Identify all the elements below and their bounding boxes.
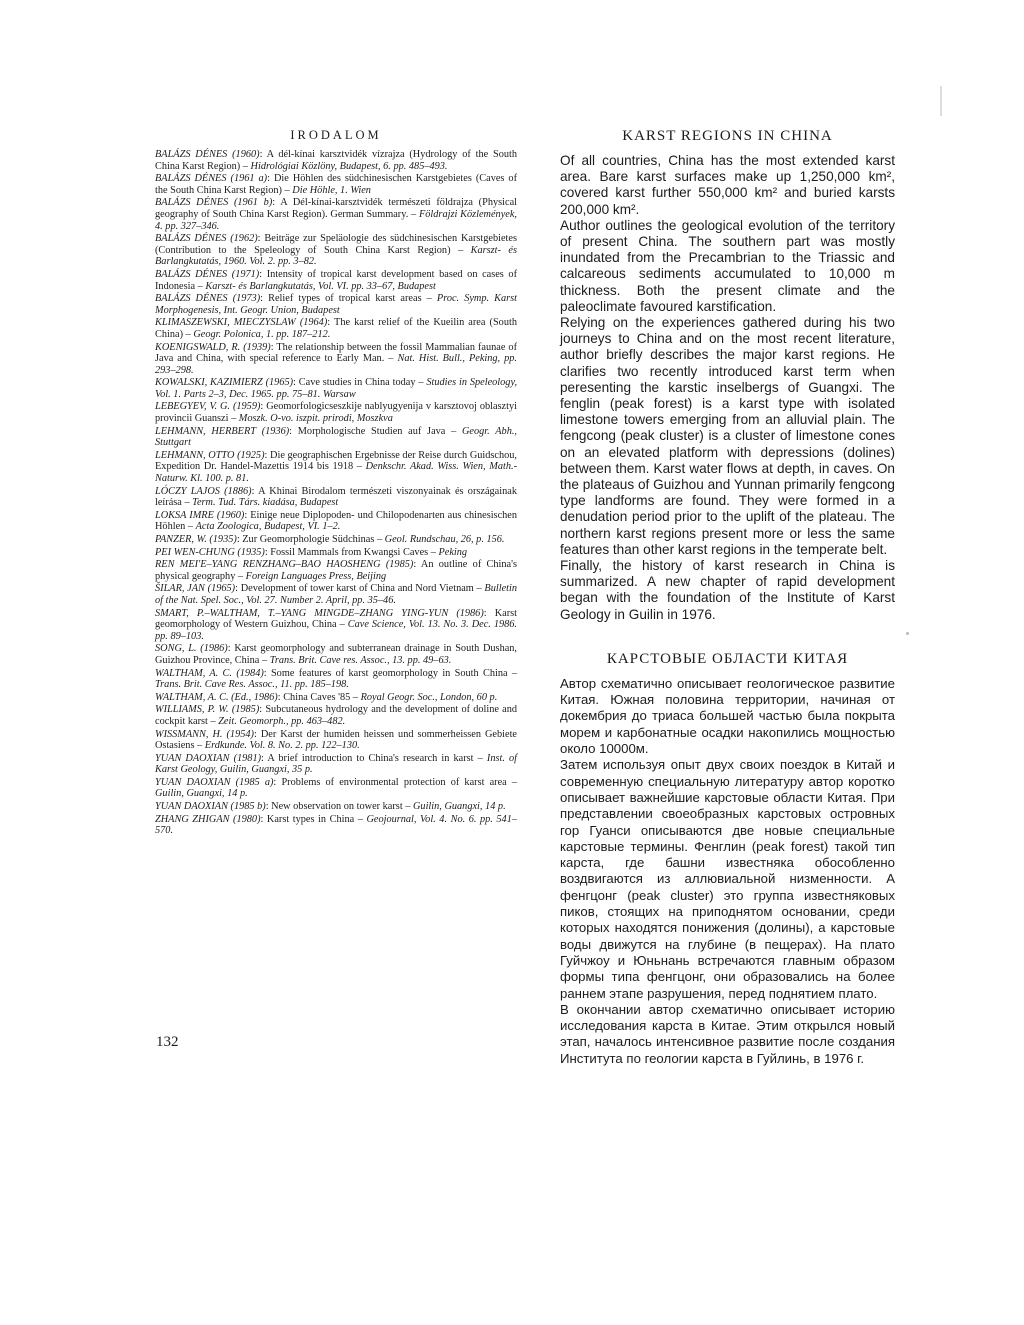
reference-year: (1986) bbox=[456, 607, 484, 619]
reference-title: Karst types in China – bbox=[266, 813, 363, 825]
reference-source: Denkschr. Akad. Wiss. Wien, Math.-Naturw. Kl. 100. p. 81. bbox=[155, 461, 517, 485]
reference-source: Guilin, Guangxi, 14 p. bbox=[412, 801, 506, 813]
reference-year: (Ed., 1986) bbox=[231, 691, 278, 703]
reference-year: (1980) bbox=[233, 813, 261, 825]
reference-year: (1954) bbox=[226, 728, 254, 740]
reference-source: Royal Geogr. Soc., London, 60 p. bbox=[360, 691, 498, 703]
reference-source: Erdkunde. Vol. 8. No. 2. pp. 122–130. bbox=[204, 740, 360, 752]
reference-entry: ŠILAR, JAN (1965): Development of tower karst of China and Nord Vietnam – Bulletin of the Nat. Spel. Soc., Vol. 27. Number 2. April, pp. 35–46. bbox=[155, 583, 518, 606]
reference-title: Zur Geomorphologie Südchinas – bbox=[242, 534, 383, 545]
reference-title: Problems of environmental protection of karst area – bbox=[281, 776, 518, 788]
reference-year: (1965) bbox=[207, 583, 236, 595]
reference-author: BALÁZS DÉNES bbox=[155, 197, 229, 209]
reference-title: Intensity of tropical karst development based on cases of Indonesia – bbox=[155, 268, 518, 292]
reference-source: Trans. Brit. Cave Res. Assoc., 11. pp. 185–198. bbox=[155, 679, 349, 691]
reference-author: LEHMANN, HERBERT bbox=[155, 425, 256, 437]
reference-title: Beiträge zur Speläologie des südchinesischen Karstgebietes (Contribution to the Speleology of South China Karst Region) – bbox=[155, 233, 517, 256]
reference-author: ZHANG ZHIGAN bbox=[155, 813, 230, 825]
reference-title: The karst relief of the Kueilin area (South China) – bbox=[155, 317, 517, 340]
reference-entry: BALÁZS DÉNES (1961 b): A Dél-kínai-karsztvidék természeti földrajza (Physical geography of South China Karst Region). German Summary. – Földrajzi Közlemények, 4. pp. 327–346. bbox=[155, 197, 517, 232]
reference-author: KOENIGSWALD, R. bbox=[155, 341, 241, 353]
reference-entry: WISSMANN, H. (1954): Der Karst der humiden heissen und sommerheissen Gebiete Ostasiens – Erdkunde. Vol. 8. No. 2. pp. 122–130. bbox=[155, 728, 518, 752]
reference-author: KOWALSKI, KAZIMIERZ bbox=[155, 377, 263, 389]
russian-paragraph: В окончании автор схематично описывает историю исследования карста в Китае. Этим открылся новый этап, началось интенсивное развитие после создания Института по геологии карста в Гуйлинь, в 1976 г. bbox=[560, 1001, 895, 1066]
reference-year: (1935) bbox=[237, 546, 265, 558]
reference-year: (1986) bbox=[200, 643, 228, 655]
reference-title: Die geographischen Ergebnisse der Reise durch Guidschou, Expedition Dr. Handel-Mazettis 1914 bis 1918 – bbox=[155, 449, 518, 473]
reference-year: (1960) bbox=[232, 149, 260, 160]
reference-source: Bulletin of the Nat. Spel. Soc., Vol. 27. Number 2. April, pp. 35–46. bbox=[155, 583, 518, 606]
reference-source: Nat. Hist. Bull., Peking, pp. 293–298. bbox=[155, 353, 517, 376]
reference-author: LÓCZY LAJOS bbox=[155, 485, 220, 497]
reference-entry: REN MEI'E–YANG RENZHANG–BAO HAOSHENG (1985): An outline of China's physical geography – Foreign Languages Press, Beijing bbox=[155, 559, 517, 582]
reference-author: WILLIAMS, P. W. bbox=[155, 704, 229, 716]
reference-year: (1984) bbox=[236, 667, 264, 679]
reference-source: Foreign Languages Press, Beijing bbox=[245, 570, 387, 582]
reference-title: Subcutaneous hydrology and the development of doline and cockpit karst – bbox=[155, 704, 518, 727]
reference-year: (1939) bbox=[243, 341, 271, 353]
reference-entry: YUAN DAOXIAN (1985 b): New observation on tower karst – Guilin, Guangxi, 14 p. bbox=[155, 801, 506, 813]
reference-title: A dél-kínai karsztvidék vízrajza (Hydrology of the South China Karst Region) – bbox=[155, 149, 518, 172]
reference-year: (1961 a) bbox=[230, 173, 268, 185]
reference-year: (1936) bbox=[261, 425, 290, 437]
reference-author: SMART, P.–WALTHAM, T.–YANG MINGDE–ZHANG YING-YUN bbox=[155, 607, 449, 619]
reference-entry: LOKSA IMRE (1960): Einige neue Diplopoden- und Chilopodenarten aus chinesischen Höhlen – Acta Zoologica, Budapest, VI. 1–2. bbox=[155, 509, 518, 533]
reference-year: (1925) bbox=[237, 449, 265, 461]
reference-author: WISSMANN, H. bbox=[155, 728, 223, 740]
reference-source: Peking bbox=[438, 546, 468, 558]
reference-title: Karst geomorphology of Western Guizhou, China – bbox=[155, 607, 518, 631]
reference-title: Geomorfologicseszkije nablyugyenija v karsztovoj oblasztyi provincii Guanszi – bbox=[155, 401, 517, 425]
reference-year: (1962) bbox=[230, 233, 258, 245]
reference-entry: SMART, P.–WALTHAM, T.–YANG MINGDE–ZHANG YING-YUN (1986): Karst geomorphology of Western Guizhou, China – Cave Science, Vol. 13. No. 3. Dec. 1986. pp. 89–103. bbox=[155, 607, 518, 642]
reference-entry: BALÁZS DÉNES (1962): Beiträge zur Speläologie des südchinesischen Karstgebietes (Contribution to the Speleology of South China Karst Region) – Karszt- és Barlangkutatás, 1960. Vol. 2. pp. 3–82. bbox=[155, 233, 517, 268]
reference-author: PANZER, W. bbox=[155, 534, 207, 545]
reference-title: An outline of China's physical geography – bbox=[155, 559, 517, 582]
reference-source: Geojournal, Vol. 4. No. 6. pp. 541–570. bbox=[155, 813, 517, 837]
reference-author: WALTHAM, A. C. bbox=[155, 691, 229, 703]
reference-author: YUAN DAOXIAN bbox=[155, 752, 230, 764]
reference-title: Morphologische Studien auf Java – bbox=[297, 425, 457, 437]
reference-title: Karst geomorphology and subterranean drainage in South Dushan, Guizhou Province, China – bbox=[155, 643, 518, 666]
reference-author: LEHMANN, OTTO bbox=[155, 449, 235, 461]
reference-year: (1964) bbox=[299, 317, 328, 329]
reference-title: Relief types of tropical karst areas – bbox=[268, 293, 432, 305]
reference-source: Geogr. Abh., Stuttgart bbox=[155, 425, 517, 449]
reference-year: (1961 b) bbox=[233, 197, 273, 209]
reference-author: LOKSA IMRE bbox=[155, 509, 214, 521]
reference-entry: PEI WEN-CHUNG (1935): Fossil Mammals from Kwangsi Caves – Peking bbox=[155, 546, 468, 558]
reference-author: WALTHAM, A. C. bbox=[155, 667, 233, 679]
scan-speck bbox=[906, 632, 909, 635]
reference-list bbox=[155, 149, 517, 837]
reference-entry: KLIMASZEWSKI, MIECZYSLAW (1964): The karst relief of the Kueilin area (South China) – Geogr. Polonica, 1. pp. 187–212. bbox=[155, 317, 517, 340]
english-paragraph: Relying on the experiences gathered during his two journeys to China and on the most recent literature, author briefly describes the major karst regions. He clarifies two recently introduced karst term when peresenting the karstic inselbergs of Guangxi. The fenglin (peak forest) is a karst type with isolated limestone towers emerging from an alluvial plain. The fengcong (peak cluster) is a cluster of limestone cones on an elevated platform with depressions (dolines) between them. Karst water flows at depth, in caves. On the plateaus of Guizhou and Yunnan primarily fengcong type landforms are found. They were formed in a denudation period prior to the uplift of the plateau. The northern karst regions present more or less the same features than other karst regions in the temperate belt. bbox=[560, 315, 895, 557]
reference-year: (1973) bbox=[232, 293, 261, 305]
reference-entry: LEBEGYEV, V. G. (1959): Geomorfologicseszkije nablyugyenija v karsztovoj oblasztyi provincii Guanszi – Moszk. O-vo. iszpit. prirodi, Moszkva bbox=[155, 401, 517, 425]
reference-title: Some features of karst geomorphology in South China – bbox=[270, 667, 518, 679]
scan-edge-mark bbox=[940, 86, 942, 116]
reference-year: (1985) bbox=[385, 559, 414, 571]
page-number: 132 bbox=[156, 1034, 179, 1050]
reference-source: Term. Tud. Társ. kiadása, Budapest bbox=[192, 497, 339, 509]
reference-entry: ZHANG ZHIGAN (1980): Karst types in China – Geojournal, Vol. 4. No. 6. pp. 541–570. bbox=[155, 813, 517, 837]
reference-source: Hidrológiai Közlöny, Budapest, 6. pp. 485–493. bbox=[250, 160, 448, 172]
russian-summary-body bbox=[560, 676, 895, 1067]
reference-year: (1985 b) bbox=[230, 801, 266, 813]
reference-source: Trans. Brit. Cave res. Assoc., 13. pp. 49–63. bbox=[269, 654, 452, 666]
bibliography-heading: IRODALOM bbox=[290, 128, 382, 142]
reference-entry: BALÁZS DÉNES (1960): A dél-kínai karsztvidék vízrajza (Hydrology of the South China Karst Region) – Hidrológiai Közlöny, Budapest, 6. pp. 485–493. bbox=[155, 149, 518, 172]
reference-title: New observation on tower karst – bbox=[271, 801, 411, 813]
reference-year: (1971) bbox=[231, 268, 260, 280]
reference-title: A Dél-kínai-karsztvidék természeti földrajza (Physical geography of South China Karst Region). German Summary. – bbox=[155, 197, 517, 220]
reference-entry: BALÁZS DÉNES (1973): Relief types of tropical karst areas – Proc. Symp. Karst Morphogenesis, Int. Geogr. Union, Budapest bbox=[155, 293, 518, 316]
reference-entry: LÓCZY LAJOS (1886): A Khinai Birodalom természeti viszonyainak és országainak leírása – Term. Tud. Társ. kiadása, Budapest bbox=[155, 485, 517, 509]
reference-source: Inst. of Karst Geology, Guilin, Guangxi, 35 p. bbox=[155, 752, 518, 776]
reference-author: PEI WEN-CHUNG bbox=[155, 546, 235, 558]
reference-source: Studies in Speleology, Vol. 1. Parts 2–3, Dec. 1965. pp. 75–81. Warsaw bbox=[155, 377, 518, 400]
reference-year: (1959) bbox=[232, 401, 261, 413]
reference-source: Die Höhle, 1. Wien bbox=[292, 184, 371, 196]
reference-entry: WALTHAM, A. C. (1984): Some features of karst geomorphology in South China – Trans. Brit. Cave Res. Assoc., 11. pp. 185–198. bbox=[155, 667, 518, 691]
reference-source: Cave Science, Vol. 13. No. 3. Dec. 1986. pp. 89–103. bbox=[155, 619, 517, 642]
reference-source: Zeit. Geomorph., pp. 463–482. bbox=[218, 715, 346, 727]
reference-year: (1886) bbox=[224, 485, 252, 497]
reference-author: YUAN DAOXIAN bbox=[155, 776, 231, 788]
reference-author: YUAN DAOXIAN bbox=[155, 801, 228, 813]
russian-paragraph: Автор схематично описывает геологическое развитие Китая. Южная половина территории, начиная от докембрия до триаса большей частью была покрыта морем и карбонатные осадки накопились мощностью около 10000м. bbox=[560, 675, 895, 757]
reference-year: (1985 a) bbox=[235, 776, 274, 788]
reference-source: Moszk. O-vo. iszpit. prirodi, Moszkva bbox=[238, 413, 393, 425]
bibliography-column bbox=[155, 128, 517, 838]
russian-summary-title: КАРСТОВЫЕ ОБЛАСТИ КИТАЯ bbox=[606, 650, 849, 667]
reference-author: ŠILAR, JAN bbox=[155, 583, 205, 595]
reference-author: BALÁZS DÉNES bbox=[155, 149, 228, 160]
reference-year: (1981) bbox=[233, 752, 262, 764]
reference-author: SONG, L. bbox=[155, 643, 197, 655]
reference-year: (1935) bbox=[209, 534, 237, 545]
english-paragraph: Author outlines the geological evolution of the territory of present China. The southern part was mostly inundated from the Precambrian to the Triassic and calcareous sediments accumulated to 10,000 m thickness. Both the present climate and the paleoclimate favoured karstification. bbox=[560, 217, 895, 314]
reference-source: Karszt- és Barlangkutatás, Vol. VI. pp. 33–67, Budapest bbox=[205, 280, 436, 292]
reference-title: The relationship between the fossil Mammalian faunae of Java and China, with special reference to Early Man. – bbox=[155, 341, 518, 365]
reference-title: A Khinai Birodalom természeti viszonyainak és országainak leírása – bbox=[155, 485, 517, 509]
reference-author: KLIMASZEWSKI, MIECZYSLAW bbox=[155, 317, 296, 329]
english-paragraph: Finally, the history of karst research in China is summarized. A new chapter of rapid development began with the foundation of the Institute of Karst Geology in Guilin in 1976. bbox=[560, 558, 895, 622]
reference-source: Geogr. Polonica, 1. pp. 187–212. bbox=[193, 328, 331, 340]
reference-title: China Caves '85 – bbox=[283, 691, 358, 703]
reference-title: Die Höhlen des südchinesischen Karstgebietes (Caves of the South China Karst Region) – bbox=[155, 173, 518, 196]
reference-entry: WILLIAMS, P. W. (1985): Subcutaneous hydrology and the development of doline and cockpit karst – Zeit. Geomorph., pp. 463–482. bbox=[155, 704, 518, 727]
reference-source: Földrajzi Közlemények, 4. pp. 327–346. bbox=[155, 208, 517, 232]
reference-entry: LEHMANN, HERBERT (1936): Morphologische Studien auf Java – Geogr. Abh., Stuttgart bbox=[155, 425, 517, 449]
summary-column bbox=[560, 128, 895, 1067]
reference-entry: PANZER, W. (1935): Zur Geomorphologie Südchinas – Geol. Rundschau, 26, p. 156. bbox=[155, 534, 505, 545]
reference-entry: YUAN DAOXIAN (1981): A brief introduction to China's research in karst – Inst. of Karst Geology, Guilin, Guangxi, 35 p. bbox=[155, 752, 518, 776]
russian-paragraph: Затем используя опыт двух своих поездок в Китай и современную специальную литературу автор коротко описывает важнейшие карстовые области Китая. При представлении своеобразных карстовых островных гор Гуанси описываются две новые специальные карстовые термины. Фенглин (peak forest) такой тип карста, где башни известняка обособленно воздвигаются из аллювиальной низменности. А фенгцонг (peak cluster) это группа известняковых пиков, стоящих на приподнятом основании, среди которых находятся понижения (долины), а карстовые воды движутся на глубине (в пещерах). На плато Гуйчжоу и Юньнань встречаются главным образом формы типа фенгцонг, они образовались на более раннем этапе разрушения, перед поднятием плато. bbox=[560, 757, 895, 1001]
reference-entry: KOENIGSWALD, R. (1939): The relationship between the fossil Mammalian faunae of Java and China, with special reference to Early Man. – Nat. Hist. Bull., Peking, pp. 293–298. bbox=[155, 341, 518, 376]
reference-entry: BALÁZS DÉNES (1961 a): Die Höhlen des südchinesischen Karstgebietes (Caves of the South China Karst Region) – Die Höhle, 1. Wien bbox=[155, 173, 518, 196]
reference-source: Guilin, Guangxi, 14 p. bbox=[155, 788, 248, 800]
reference-source: Karszt- és Barlangkutatás, 1960. Vol. 2. pp. 3–82. bbox=[155, 244, 517, 268]
reference-year: (1965) bbox=[265, 377, 294, 389]
reference-author: BALÁZS DÉNES bbox=[155, 293, 228, 305]
reference-entry: WALTHAM, A. C. (Ed., 1986): China Caves '85 – Royal Geogr. Soc., London, 60 p. bbox=[155, 691, 498, 703]
reference-author: BALÁZS DÉNES bbox=[155, 233, 227, 245]
reference-title: Fossil Mammals from Kwangsi Caves – bbox=[270, 546, 436, 558]
reference-entry: LEHMANN, OTTO (1925): Die geographischen Ergebnisse der Reise durch Guidschou, Expedition Dr. Handel-Mazettis 1914 bis 1918 – Denkschr. Akad. Wiss. Wien, Math.-Naturw. Kl. 100. p. 81. bbox=[155, 449, 518, 485]
reference-author: REN MEI'E–YANG RENZHANG–BAO HAOSHENG bbox=[155, 559, 381, 571]
reference-entry: KOWALSKI, KAZIMIERZ (1965): Cave studies in China today – Studies in Speleology, Vol. 1. Parts 2–3, Dec. 1965. pp. 75–81. Warsaw bbox=[155, 377, 518, 400]
reference-entry: YUAN DAOXIAN (1985 a): Problems of environmental protection of karst area – Guilin, Guangxi, 14 p. bbox=[155, 776, 518, 800]
reference-title: Cave studies in China today – bbox=[298, 377, 424, 389]
reference-title: Einige neue Diplopoden- und Chilopodenarten aus chinesischen Höhlen – bbox=[155, 509, 518, 533]
reference-author: BALÁZS DÉNES bbox=[155, 268, 228, 280]
reference-author: LEBEGYEV, V. G. bbox=[155, 401, 231, 413]
reference-entry: BALÁZS DÉNES (1971): Intensity of tropical karst development based on cases of Indonesia – Karszt- és Barlangkutatás, Vol. VI. pp. 33–67, Budapest bbox=[155, 268, 518, 292]
reference-entry: SONG, L. (1986): Karst geomorphology and subterranean drainage in South Dushan, Guizhou Province, China – Trans. Brit. Cave res. Assoc., 13. pp. 49–63. bbox=[155, 643, 518, 666]
reference-title: Development of tower karst of China and Nord Vietnam – bbox=[240, 583, 482, 595]
english-paragraph: Of all countries, China has the most extended karst area. Bare karst surfaces make up 1,250,000 km², covered karst further 550,000 km² and buried karsts 200,000 km². bbox=[560, 153, 895, 217]
english-summary-body bbox=[560, 153, 895, 623]
reference-year: (1960) bbox=[216, 509, 245, 521]
reference-title: A brief introduction to China's research in karst – bbox=[267, 752, 483, 764]
english-summary-title: KARST REGIONS IN CHINA bbox=[622, 128, 833, 144]
reference-year: (1985) bbox=[231, 704, 260, 716]
reference-source: Geol. Rundschau, 26, p. 156. bbox=[384, 534, 505, 545]
reference-source: Proc. Symp. Karst Morphogenesis, Int. Geogr. Union, Budapest bbox=[155, 293, 518, 316]
reference-author: BALÁZS DÉNES bbox=[155, 173, 227, 185]
reference-title: Der Karst der humiden heissen und sommerheissen Gebiete Ostasiens – bbox=[155, 728, 518, 752]
reference-source: Acta Zoologica, Budapest, VI. 1–2. bbox=[195, 521, 341, 533]
